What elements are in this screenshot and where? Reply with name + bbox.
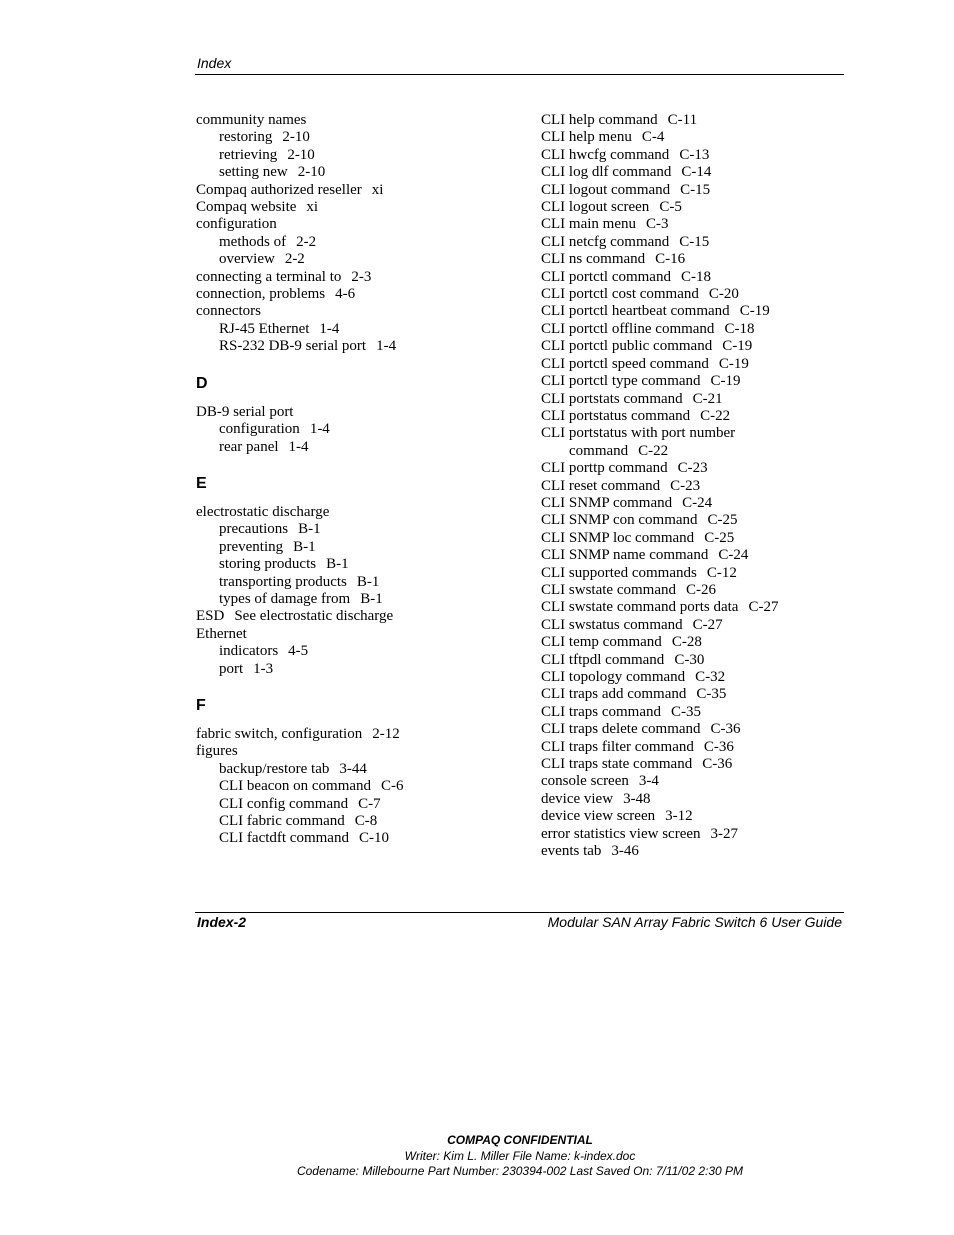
index-page-ref: C-23 [670, 477, 701, 494]
index-entry [196, 504, 516, 521]
index-term: events tab [541, 843, 602, 860]
index-entry [541, 303, 841, 320]
index-term: CLI traps state command [541, 756, 693, 773]
index-entry [541, 843, 841, 860]
index-term: error statistics view screen [541, 825, 701, 842]
index-page-ref: 3-48 [623, 790, 651, 807]
index-term: rear panel [219, 438, 279, 455]
index-term: figures [196, 743, 238, 760]
index-term: RS-232 DB-9 serial port [219, 338, 367, 355]
index-entry [196, 608, 516, 625]
index-term: CLI portstatus with port number [541, 425, 736, 442]
index-entry [541, 321, 841, 338]
index-page-ref: B-1 [360, 590, 383, 607]
index-page-ref: C-22 [700, 407, 731, 424]
index-term: device view screen [541, 808, 656, 825]
index-page-ref: 1-4 [309, 421, 330, 438]
index-page-ref: 4-5 [288, 643, 309, 660]
index-subentry [196, 591, 516, 608]
index-term: configuration [196, 216, 277, 233]
index-page-ref: C-19 [722, 338, 753, 355]
index-page-ref: C-36 [710, 721, 741, 738]
index-entry [541, 739, 841, 756]
index-term: CLI SNMP con command [541, 512, 698, 529]
index-page-ref: C-15 [679, 233, 710, 250]
index-entry [541, 182, 841, 199]
index-term: DB-9 serial port [196, 403, 294, 420]
index-page-ref: 1-4 [288, 438, 309, 455]
index-page-ref: C-35 [696, 686, 727, 703]
index-entry [196, 199, 516, 216]
index-page-ref: 2-2 [284, 251, 305, 268]
index-page-ref: 2-10 [287, 146, 315, 163]
index-page-ref: C-8 [354, 813, 378, 829]
index-term: storing products [219, 556, 317, 573]
index-term: device view [541, 790, 614, 807]
index-page-ref: C-15 [680, 181, 711, 198]
index-term: Ethernet [196, 625, 247, 642]
index-entry [541, 773, 841, 790]
index-page-ref: B-1 [293, 538, 316, 555]
index-page-ref: 2-3 [351, 268, 372, 285]
index-term: CLI portctl command [541, 268, 671, 285]
index-term: precautions [219, 521, 289, 538]
index-entry [541, 478, 841, 495]
index-term: CLI portctl speed command [541, 355, 709, 372]
index-entry [541, 147, 841, 164]
index-page-ref: 2-12 [372, 725, 400, 742]
index-entry [196, 303, 516, 320]
index-entry [196, 112, 516, 129]
footer-rule [195, 912, 844, 913]
index-entry [541, 686, 841, 703]
index-entry [541, 530, 841, 547]
index-page-ref: C-6 [381, 778, 404, 795]
index-entry [541, 286, 841, 303]
index-page-ref: 1-4 [319, 320, 340, 337]
index-page-ref: xi [306, 199, 319, 216]
confidential-title: COMPAQ CONFIDENTIAL [447, 1133, 593, 1147]
index-term: console screen [541, 773, 629, 790]
index-page-ref: See electrostatic discharge [234, 608, 394, 625]
index-page-ref: C-3 [645, 216, 669, 233]
index-page-ref: C-11 [667, 112, 698, 128]
index-page-ref: C-36 [702, 756, 733, 773]
index-entry [541, 512, 841, 529]
index-subentry [196, 338, 516, 355]
index-term: CLI config command [219, 795, 349, 812]
confidential-codename-line: Codename: Millebourne Part Number: 230394-002 Last Saved On: 7/11/02 2:30 PM [296, 1164, 744, 1178]
index-page-ref: C-36 [703, 738, 734, 755]
index-page-ref: C-24 [682, 494, 713, 511]
index-subentry [196, 761, 516, 778]
index-term: CLI swstate command ports data [541, 599, 739, 616]
index-term: restoring [219, 129, 273, 146]
index-entry [541, 269, 841, 286]
index-subentry [196, 778, 516, 795]
index-entry [541, 756, 841, 773]
index-column-right [541, 112, 841, 860]
index-entry [541, 391, 841, 408]
index-term: configuration [219, 421, 300, 438]
index-subentry [196, 147, 516, 164]
index-subentry [196, 813, 516, 830]
index-term: types of damage from [219, 590, 351, 607]
index-page-ref: 3-4 [638, 773, 659, 790]
index-subentry [541, 443, 841, 460]
index-term: CLI portctl cost command [541, 286, 699, 303]
index-page-ref: C-7 [358, 795, 381, 812]
index-page-ref: 3-12 [665, 808, 693, 825]
index-entry [196, 216, 516, 233]
guide-title: Modular SAN Array Fabric Switch 6 User Guide [547, 914, 842, 930]
index-page-ref: C-16 [655, 251, 686, 268]
index-term: CLI portstats command [541, 390, 683, 407]
index-entry [541, 251, 841, 268]
index-entry [541, 199, 841, 216]
index-page-ref: C-35 [670, 703, 701, 720]
index-subentry [196, 661, 516, 678]
index-term: CLI portctl type command [541, 373, 701, 390]
index-term: Compaq website [196, 199, 297, 216]
index-subentry [196, 439, 516, 456]
index-page-ref: B-1 [298, 521, 321, 538]
index-page-ref: 3-27 [710, 825, 739, 842]
section-heading-d: D [196, 374, 208, 392]
index-term: CLI SNMP name command [541, 547, 709, 564]
index-entry [541, 721, 841, 738]
index-page-ref: C-25 [707, 512, 738, 529]
index-term: CLI temp command [541, 634, 662, 651]
index-entry [541, 826, 841, 843]
index-page-ref: C-26 [685, 581, 716, 598]
index-subentry [196, 251, 516, 268]
index-term: CLI reset command [541, 477, 661, 494]
index-term: connecting a terminal to [196, 268, 342, 285]
index-page-ref: C-10 [358, 830, 389, 847]
index-term: overview [219, 251, 275, 268]
index-term: CLI portctl heartbeat command [541, 303, 730, 320]
index-term: port [219, 660, 244, 677]
index-entry [541, 129, 841, 146]
index-term: transporting products [219, 573, 347, 590]
index-entry [541, 408, 841, 425]
index-term: CLI logout screen [541, 199, 650, 216]
index-page-ref: C-19 [739, 303, 770, 320]
index-term: connection, problems [196, 286, 326, 303]
index-entry [196, 286, 516, 303]
index-entry [541, 617, 841, 634]
index-term: CLI supported commands [541, 564, 697, 581]
index-term: methods of [219, 233, 287, 250]
index-term: fabric switch, configuration [196, 725, 363, 742]
index-term: CLI portctl public command [541, 338, 713, 355]
index-subentry [196, 574, 516, 591]
index-term: setting new [219, 164, 288, 181]
index-term: CLI portctl offline command [541, 320, 715, 337]
index-page-ref: xi [371, 181, 384, 198]
index-term: RJ-45 Ethernet [219, 320, 310, 337]
index-term: indicators [219, 643, 279, 660]
index-term: CLI porttp command [541, 460, 668, 477]
index-entry [196, 404, 516, 421]
index-term: connectors [196, 303, 261, 320]
index-entry [196, 269, 516, 286]
index-page-ref: 4-6 [335, 286, 356, 303]
index-term: CLI main menu [541, 216, 636, 233]
index-entry [196, 626, 516, 643]
index-term: CLI portstatus command [541, 407, 691, 424]
index-term: CLI help command [541, 112, 658, 128]
index-subentry [196, 234, 516, 251]
index-page-ref: C-14 [681, 164, 712, 181]
index-subentry [196, 643, 516, 660]
index-entry [541, 234, 841, 251]
index-page-ref: C-27 [692, 616, 723, 633]
page-number: Index-2 [197, 914, 247, 930]
index-page-ref: C-13 [679, 146, 710, 163]
index-term: Compaq authorized reseller [196, 181, 362, 198]
index-subentry [196, 796, 516, 813]
index-term: CLI fabric command [219, 813, 345, 829]
index-page-ref: C-4 [641, 129, 665, 146]
index-page-ref: C-27 [748, 599, 779, 616]
index-term: CLI help menu [541, 129, 632, 146]
index-page-ref: 2-2 [296, 233, 317, 250]
index-entry [541, 495, 841, 512]
index-entry [541, 112, 841, 129]
index-entry [541, 652, 841, 669]
index-page-ref: C-25 [704, 529, 735, 546]
index-subentry [196, 421, 516, 438]
index-term: ESD [196, 608, 225, 625]
index-entry [541, 356, 841, 373]
index-page-ref: C-21 [692, 390, 723, 407]
index-term: CLI netcfg command [541, 233, 670, 250]
index-term: CLI beacon on command [219, 778, 372, 795]
index-term: CLI SNMP command [541, 494, 673, 511]
index-column-left [196, 112, 516, 848]
index-term: backup/restore tab [219, 760, 330, 777]
index-subentry [196, 830, 516, 847]
index-page-ref: 2-10 [282, 129, 310, 146]
index-entry [541, 373, 841, 390]
index-entry [541, 599, 841, 616]
index-entry [541, 164, 841, 181]
section-heading-f: F [196, 696, 206, 714]
index-term: preventing [219, 538, 284, 555]
index-term: CLI swstate command [541, 581, 676, 598]
index-term: CLI traps delete command [541, 721, 701, 738]
index-term: electrostatic discharge [196, 503, 330, 520]
confidential-block [0, 1133, 954, 1180]
index-subentry [196, 521, 516, 538]
index-page-ref: 3-44 [339, 760, 367, 777]
index-term: CLI topology command [541, 669, 686, 685]
index-page-ref: 1-4 [376, 338, 397, 355]
index-entry [541, 547, 841, 564]
confidential-writer-line: Writer: Kim L. Miller File Name: k-index.doc [404, 1148, 636, 1163]
running-header: Index [197, 55, 232, 71]
index-page-ref: C-19 [710, 373, 741, 390]
index-entry [541, 634, 841, 651]
index-subentry [196, 129, 516, 146]
index-subentry [196, 164, 516, 181]
index-term: CLI traps filter command [541, 738, 694, 755]
section-heading-e: E [196, 474, 207, 492]
index-term: CLI logout command [541, 181, 671, 198]
index-term: CLI tftpdl command [541, 651, 665, 668]
index-term: retrieving [219, 146, 278, 163]
index-page-ref: 1-3 [253, 660, 274, 677]
index-page-ref: C-30 [674, 651, 705, 668]
index-entry [541, 791, 841, 808]
index-term: CLI SNMP loc command [541, 529, 695, 546]
index-page-ref: C-23 [677, 460, 708, 477]
index-page-ref: C-19 [718, 355, 749, 372]
index-term: CLI swstatus command [541, 616, 683, 633]
index-entry [541, 338, 841, 355]
index-page-ref: C-28 [671, 634, 702, 651]
index-page-ref: C-18 [724, 320, 755, 337]
index-term: CLI traps command [541, 703, 661, 720]
index-term: community names [196, 112, 307, 128]
index-page-ref: C-24 [718, 547, 749, 564]
index-page-ref: C-22 [638, 442, 669, 459]
index-page-ref: C-18 [680, 268, 711, 285]
index-term: CLI traps add command [541, 686, 687, 703]
index-term: command [569, 442, 629, 459]
index-term: CLI log dlf command [541, 164, 672, 181]
index-page-ref: 2-10 [297, 164, 326, 181]
index-entry [196, 726, 516, 743]
index-term: CLI factdft command [219, 830, 349, 847]
index-page-ref: C-20 [708, 286, 739, 303]
index-page-ref: C-32 [695, 669, 726, 685]
index-term: CLI hwcfg command [541, 146, 670, 163]
index-subentry [196, 321, 516, 338]
index-page-ref: 3-46 [611, 843, 639, 860]
index-entry [196, 743, 516, 760]
index-entry [541, 808, 841, 825]
index-entry [541, 460, 841, 477]
index-term: CLI ns command [541, 251, 646, 268]
index-entry [541, 704, 841, 721]
index-entry [196, 182, 516, 199]
index-entry [541, 582, 841, 599]
index-page-ref: B-1 [326, 556, 349, 573]
index-entry [541, 425, 841, 442]
index-page-ref: C-12 [706, 564, 737, 581]
index-page-ref: C-5 [659, 199, 682, 216]
header-rule [195, 74, 844, 75]
index-page-ref: B-1 [356, 573, 380, 590]
index-subentry [196, 556, 516, 573]
index-entry [541, 669, 841, 686]
index-entry [541, 565, 841, 582]
index-subentry [196, 539, 516, 556]
index-entry [541, 216, 841, 233]
